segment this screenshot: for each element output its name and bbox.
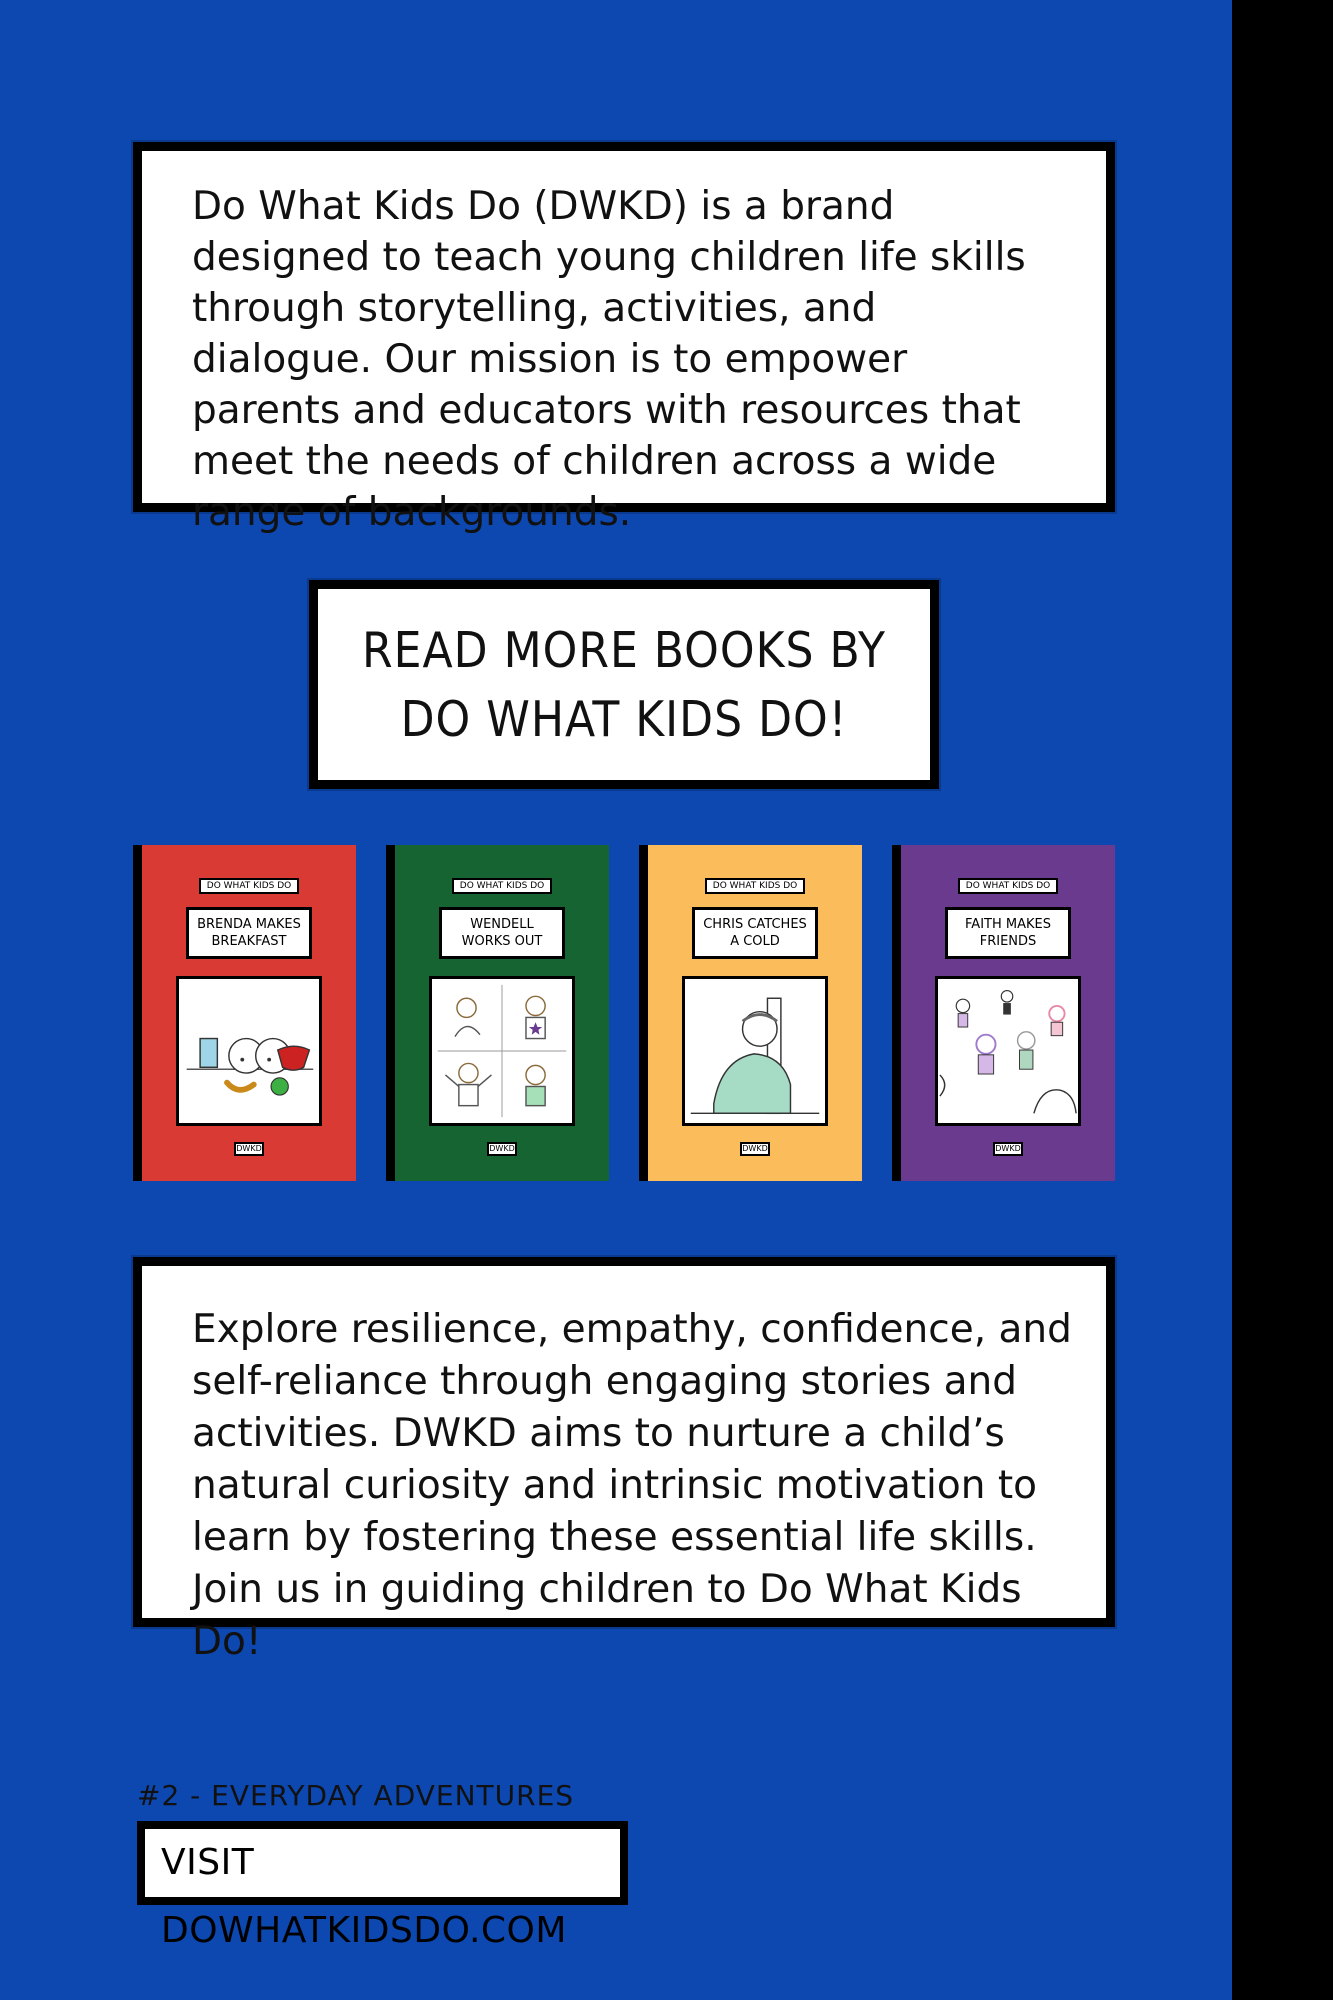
book-illustration-breakfast bbox=[176, 976, 322, 1126]
intro-textbox bbox=[133, 142, 1115, 535]
read-more-line-1: READ MORE BOOKS BY bbox=[362, 621, 886, 679]
book-illustration-workout bbox=[429, 976, 575, 1126]
book-footer-label: DWKD bbox=[993, 1142, 1023, 1156]
series-label: #2 - EVERYDAY ADVENTURES bbox=[137, 1779, 575, 1812]
visit-website-link[interactable]: VISIT DOWHATKIDSDO.COM bbox=[137, 1821, 628, 1905]
book-cover-brenda[interactable] bbox=[133, 845, 356, 1181]
book-brand-label: DO WHAT KIDS DO bbox=[958, 878, 1058, 894]
book-footer-label: DWKD bbox=[234, 1142, 264, 1156]
book-brand-label: DO WHAT KIDS DO bbox=[705, 878, 805, 894]
book-brand-label: DO WHAT KIDS DO bbox=[199, 878, 299, 894]
book-footer-label: DWKD bbox=[740, 1142, 770, 1156]
book-cover-chris[interactable] bbox=[639, 845, 862, 1181]
read-more-box bbox=[309, 580, 939, 789]
book-cover-faith[interactable] bbox=[892, 845, 1115, 1181]
book-cover-wendell[interactable] bbox=[386, 845, 609, 1181]
explore-text: Explore resilience, empathy, confidence, and self-reliance through engaging stories and activities. DWKD aims to nurture a child’s natural curiosity and intrinsic motivation to learn by fostering these essential life skills. Join us in guiding children to Do What Kids Do! bbox=[192, 1307, 1072, 1664]
book-title: WENDELL WORKS OUT bbox=[439, 907, 565, 959]
book-title: BRENDA MAKES BREAKFAST bbox=[186, 907, 312, 959]
explore-textbox bbox=[133, 1257, 1115, 1664]
book-title: CHRIS CATCHES A COLD bbox=[692, 907, 818, 959]
book-title: FAITH MAKES FRIENDS bbox=[945, 907, 1071, 959]
book-illustration-friends bbox=[935, 976, 1081, 1126]
book-illustration-cold bbox=[682, 976, 828, 1126]
back-cover-spine bbox=[1232, 0, 1333, 2000]
book-brand-label: DO WHAT KIDS DO bbox=[452, 878, 552, 894]
intro-text: Do What Kids Do (DWKD) is a brand designed to teach young children life skills through storytelling, activities, and dialogue. Our mission is to empower parents and educators with resources that meet the needs of children across a wide range of backgrounds. bbox=[192, 184, 1026, 535]
book-covers-row bbox=[133, 845, 1115, 1181]
read-more-line-2: DO WHAT KIDS DO! bbox=[400, 690, 848, 748]
book-footer-label: DWKD bbox=[487, 1142, 517, 1156]
